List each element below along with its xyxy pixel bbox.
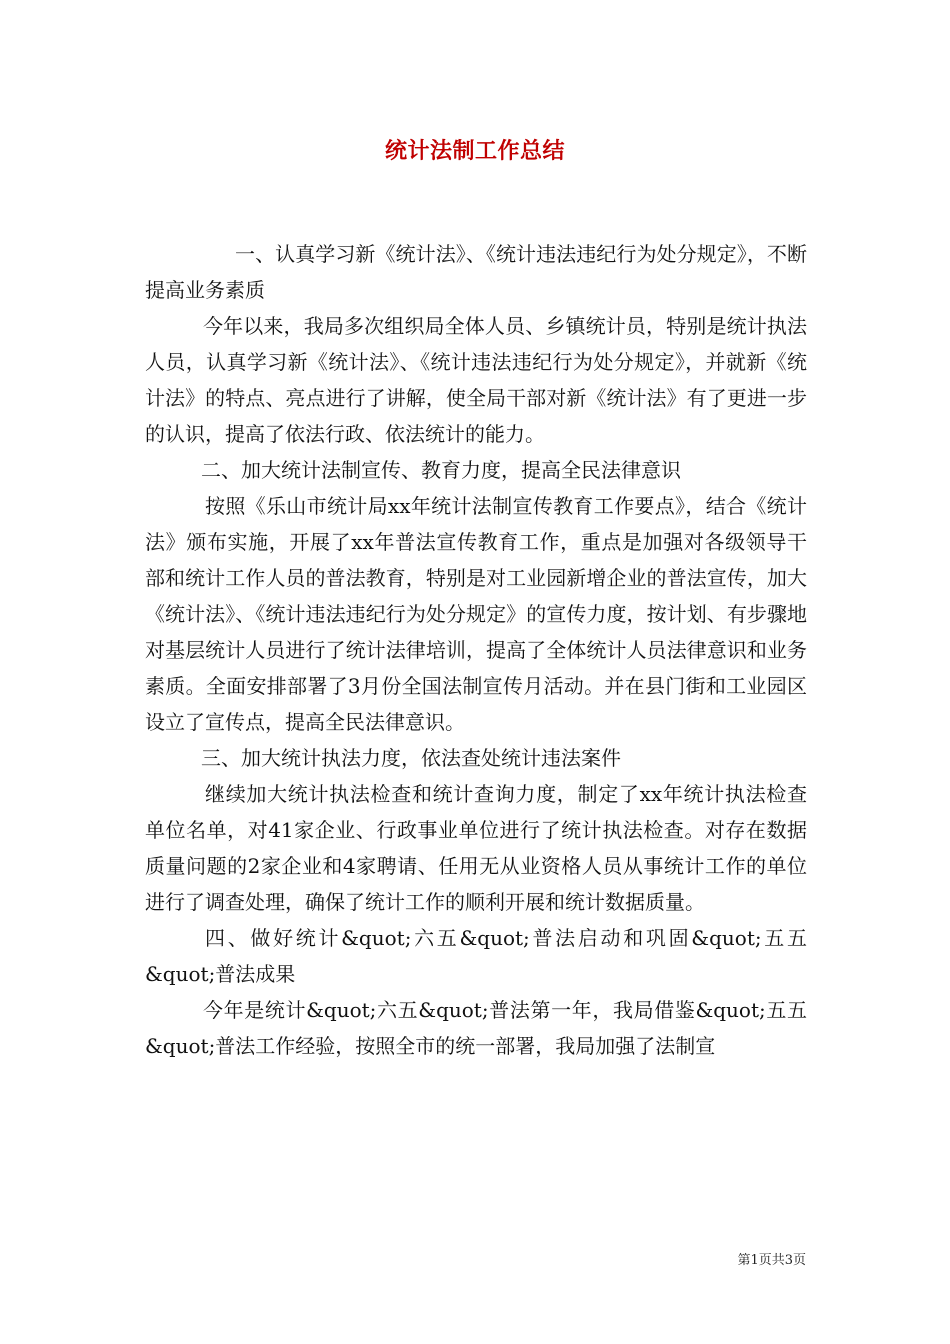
page-title: 统计法制工作总结 [384,139,565,164]
section-heading-3: 三、加大统计执法力度，依法查处统计违法案件 [201,746,621,770]
document-body [145,236,807,1064]
paragraph-4: 今年是统计&quot;六五&quot;普法第一年，我局借鉴&quot;五五&quot;普法工作经验，按照全市的统一部署，我局加强了法制宣 [145,998,807,1058]
section-heading-2: 二、加大统计法制宣传、教育力度，提高全民法律意识 [201,458,681,482]
paragraph-1: 今年以来，我局多次组织局全体人员、乡镇统计员，特别是统计执法人员，认真学习新《统计法》、《统计违法违纪行为处分规定》，并就新《统计法》的特点、亮点进行了讲解，使全局干部对新《统计法》有了更进一步的认识，提高了依法行政、依法统计的能力。 [145,314,807,446]
section-heading-1: 一、认真学习新《统计法》、《统计违法违纪行为处分规定》，不断提高业务素质 [145,242,807,302]
paragraph-2: 按照《乐山市统计局xx年统计法制宣传教育工作要点》，结合《统计法》颁布实施，开展了xx年普法宣传教育工作，重点是加强对各级领导干部和统计工作人员的普法教育，特别是对工业园新增企业的普法宣传，加大《统计法》、《统计违法违纪行为处分规定》的宣传力度，按计划、有步骤地对基层统计人员进行了统计法律培训，提高了全体统计人员法律意识和业务素质。全面安排部署了3月份全国法制宣传月活动。并在县门街和工业园区设立了宣传点，提高全民法律意识。 [145,494,807,734]
paragraph-3: 继续加大统计执法检查和统计查询力度，制定了xx年统计执法检查单位名单，对41家企业、行政事业单位进行了统计执法检查。对存在数据质量问题的2家企业和4家聘请、任用无从业资格人员从事统计工作的单位进行了调查处理，确保了统计工作的顺利开展和统计数据质量。 [145,782,807,914]
page-number-footer: 第1页共3页 [737,1253,806,1268]
section-heading-4: 四、做好统计&quot;六五&quot;普法启动和巩固&quot;五五&quot;普法成果 [145,926,807,986]
